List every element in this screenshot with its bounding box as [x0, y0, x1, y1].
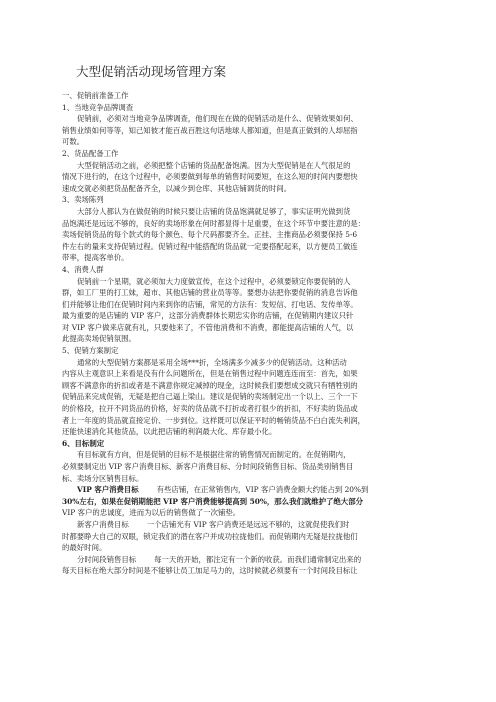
vip-target-cont-2: VIP 客户的忠诚度，进而为以后的销售做了一次铺垫。 — [62, 508, 241, 518]
text-line: 1、当地竞争品牌调查 — [62, 102, 134, 112]
text-line: 还能快速消化其他货品，以此把店铺的利润最大化、库存最小化。 — [62, 427, 277, 437]
new-target-text: 一个店铺光有 VIP 客户消费还是远远不够的，这就促使我们时 — [146, 519, 350, 529]
time-target-cont-1: 每天目标在绝大部分时间是不能够让员工加足马力的，这时候就必须要有一个时间段目标让 — [62, 566, 358, 576]
text-line: 大型促销活动之前，必须把整个店铺的货品配备饱满。因为大型促销是在人气很足的 — [77, 160, 351, 170]
text-line: 顾客不满意你的折扣或者是不满意你规定减掉的现金，这时候我们要想成交就只有牺牲别的 — [62, 380, 358, 390]
text-line: 对 VIP 客户做来店就有礼，只要他来了，不管他消费和不消费，都能提高店铺的人气，以 — [62, 322, 354, 332]
text-line: 品饱满还是远远不够的，良好的卖场形象在何时都显得十足重要，在这个环节中要注意的是： — [62, 218, 366, 228]
text-line: 2、货品配备工作 — [62, 148, 119, 158]
text-line: 情况下进行的，在这个过程中，必须要做到每单的销售时间要短，在这么短的时间内要想快 — [62, 172, 358, 182]
text-line: 者上一年度的货品就直接定价、一步到位。这样既可以保证平时的畅销货品不白白流失利润， — [62, 415, 366, 425]
text-line: 可数。 — [62, 137, 85, 147]
text-line: 卖场促销货品的每个款式的每个颜色、每个尺码都要齐全。正挂、主推商品必须要保持 5-6 — [62, 230, 358, 240]
text-line: 6、目标制定 — [62, 438, 105, 448]
text-line: 标、卖场分区销售目标。 — [62, 473, 144, 483]
text-line: 有目标就有方向，但是促销的目标不是根据往常的销售情况而制定的。在促销期内， — [77, 450, 351, 460]
vip-target-paragraph — [62, 484, 434, 496]
text-line: 件左右的量来支持促销过程。促销过程中能搭配的货品就一定要搭配起来，以方便员工做连 — [62, 241, 358, 251]
text-line: 群，如工厂里的打工妹，超市、其他店铺的营业员等等。要想办法把你要促销的消息告诉他 — [62, 288, 358, 298]
text-line: 促销前，必须对当地竞争品牌调查，他们现在在做的促销活动是什么、促销效果如何、 — [77, 114, 358, 124]
text-line: 速成交就必须把货品配备齐全，以减少到仓库、其他店铺调货的时间。 — [62, 183, 292, 193]
vip-target-label: VIP 客户消费目标 — [77, 485, 139, 495]
text-line: 销售业绩如何等等，知己知彼才能百战百胜这句话地球人都知道，但是真正做到的人却屈指 — [62, 125, 358, 135]
text-line: 此提高卖场促销氛围。 — [62, 334, 136, 344]
new-target-label: 新客户消费目标 — [77, 519, 129, 529]
time-target-label: 分时间段销售目标 — [77, 554, 137, 564]
text-line: 4、消费人群 — [62, 264, 104, 274]
new-target-paragraph — [62, 519, 434, 531]
document-body — [62, 90, 434, 484]
text-line: 的价格段，拉开不同货品的价格，好卖的货品就不打折或者打很少的折扣，不好卖的货品或 — [62, 404, 358, 414]
text-line: 们并能够让他们在促销时间内来到你的店铺，常见的方法有：发短信、打电话、发传单等。 — [62, 299, 358, 309]
text-line: 大部分人都认为在做促销的时候只要让店铺的货品饱满就足够了，事实证明光做到货 — [77, 206, 351, 216]
text-line: 最为重要的是店铺的 VIP 客户，这部分消费群体长期忠实你的店铺，在促销期内建议只针 — [62, 311, 354, 321]
text-line: 促销品来完成促销，无疑是把自己逼上梁山。建议是促销的卖场制定出一个以上、三个一下 — [62, 392, 358, 402]
text-line: 5、促销方案制定 — [62, 346, 119, 356]
document-title: 大型促销活动现场管理方案 — [76, 64, 227, 79]
new-target-cont-1: 时都要睁大自己的双眼，锁定我们的潜在客户并成功拉拢他们。而促销期内无疑是拉拢他们 — [62, 531, 358, 541]
new-target-cont-2: 的最好时间。 — [62, 543, 107, 553]
vip-target-text: 有些店铺，在正常销售内，VIP 客户消费金额大约能占到 20%到 — [156, 485, 369, 495]
text-line: 必须要制定出 VIP 客户消费目标、新客户消费目标、分时间段销售目标、货品类别销售目 — [62, 462, 354, 471]
text-line: 一、促销前准备工作 — [62, 91, 129, 100]
time-target-text: 每一天的开始，都注定有一个新的收获。而我们通常制定出来的 — [154, 554, 362, 564]
text-line: 带率，提高客单价。 — [62, 253, 129, 263]
vip-target-cont-1: 30%左右，如果在促销期能把 VIP 客户消费能够提高到 50%，那么我们就维护了绝大部分 — [62, 496, 363, 506]
text-line: 通常的大型促销方案都是采用全场***折，全场满多少减多少的促销活动。这种活动 — [77, 357, 347, 367]
text-line: 内容从主观意识上来看是没有什么问题所在，但是在销售过程中问题连连而至：首先，如果 — [62, 369, 358, 379]
text-line: 促销前一个星期，就必须加大力度做宣传，在这个过程中，必须要锁定你要促销的人 — [77, 276, 351, 286]
time-target-paragraph — [62, 554, 434, 566]
text-line: 3、卖场陈列 — [62, 195, 104, 205]
